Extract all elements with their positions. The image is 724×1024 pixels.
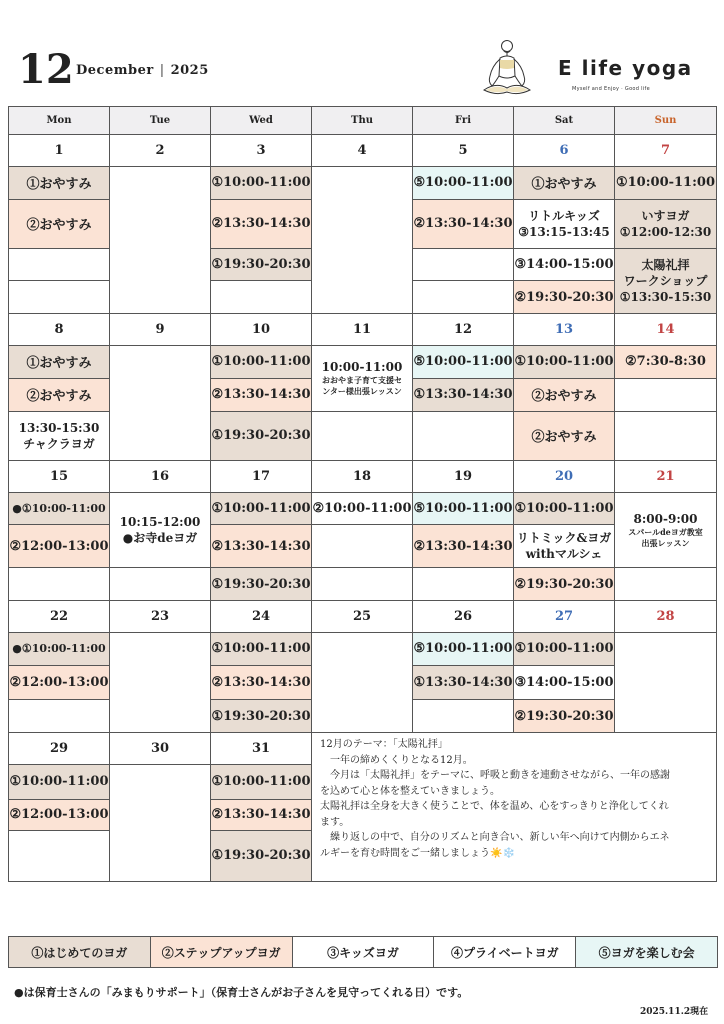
theme-title: 12月のテーマ：「太陽礼拝」: [320, 739, 448, 751]
theme-line: 繰り返しの中で、自分のリズムと向き合い、新しい年へ向けて内側からエネ: [320, 832, 670, 844]
date-cell: 18: [312, 460, 413, 492]
date-cell: 30: [110, 733, 211, 765]
lesson-slot-outreach: [312, 346, 413, 412]
empty-cell: [413, 411, 514, 460]
weekday-wed: Wed: [211, 107, 312, 135]
empty-cell: [615, 568, 717, 601]
calendar-grid: [8, 106, 717, 882]
lesson-slot: ①13:30-14:30: [413, 665, 514, 700]
lesson-slot: ②13:30-14:30: [413, 199, 514, 248]
empty-cell: [312, 525, 413, 568]
event-note: ンター様出張レッスン: [322, 386, 402, 397]
date-cell: 12: [413, 314, 514, 346]
date-cell: 29: [9, 733, 110, 765]
lesson-slot: ⑤10:00-11:00: [413, 632, 514, 665]
date-cell: 24: [211, 601, 312, 633]
lesson-slot: ●①10:00-11:00: [9, 492, 110, 525]
date-cell: 22: [9, 601, 110, 633]
lesson-slot: ①19:30-20:30: [211, 700, 312, 733]
page-header: [0, 0, 724, 104]
lesson-slot: ①13:30-14:30: [413, 378, 514, 411]
empty-cell: [312, 166, 413, 314]
event-name: チャクラヨガ: [23, 436, 95, 451]
date-cell: 3: [211, 135, 312, 167]
date-cell: 23: [110, 601, 211, 633]
empty-cell: [312, 568, 413, 601]
date-cell: 7: [615, 135, 717, 167]
lesson-slot: ①10:00-11:00: [514, 346, 615, 379]
lesson-slot: ①10:00-11:00: [211, 166, 312, 199]
legend-item-enjoy: ⑤ヨガを楽しむ会: [576, 937, 717, 967]
theme-line: 太陽礼拝は全身を大きく使うことで、体を温め、心をすっきりと浄化してくれ: [320, 801, 669, 813]
empty-cell: [9, 568, 110, 601]
event-name: ワークショップ: [623, 273, 708, 288]
legend-item-private: ④プライベートヨガ: [434, 937, 576, 967]
date-cell: 5: [413, 135, 514, 167]
event-name: いすヨガ: [641, 208, 690, 223]
lesson-slot: ①おやすみ: [9, 346, 110, 379]
empty-cell: [9, 248, 110, 281]
lesson-slot: ②12:00-13:00: [9, 799, 110, 830]
event-time: 10:15-12:00: [119, 514, 201, 529]
lesson-slot-outreach: [615, 492, 717, 568]
event-time: ①12:00-12:30: [619, 224, 712, 239]
date-cell: 1: [9, 135, 110, 167]
lesson-slot: ②13:30-14:30: [211, 378, 312, 411]
empty-cell: [211, 281, 312, 314]
lesson-slot: ②19:30-20:30: [514, 568, 615, 601]
empty-cell: [413, 700, 514, 733]
lesson-slot-workshop: [615, 248, 717, 314]
date-cell: 15: [9, 460, 110, 492]
empty-cell: [110, 764, 211, 881]
empty-cell: [110, 346, 211, 461]
event-time: ①13:30-15:30: [619, 289, 712, 304]
lesson-slot: ①10:00-11:00: [211, 492, 312, 525]
lesson-slot-kids: [514, 199, 615, 248]
theme-line: 一年の締めくくりとなる12月。: [320, 754, 473, 766]
lesson-slot: ①10:00-11:00: [211, 764, 312, 799]
empty-cell: [413, 281, 514, 314]
lesson-slot: ②10:00-11:00: [312, 492, 413, 525]
date-cell: 2: [110, 135, 211, 167]
date-cell: 21: [615, 460, 717, 492]
lesson-slot: ②19:30-20:30: [514, 700, 615, 733]
legend-item-beginner: ①はじめてのヨガ: [9, 937, 151, 967]
event-name: withマルシェ: [525, 547, 603, 562]
empty-cell: [615, 378, 717, 411]
empty-cell: [312, 411, 413, 460]
empty-cell: [110, 568, 211, 601]
lesson-slot: ②おやすみ: [9, 199, 110, 248]
lesson-slot: ①おやすみ: [9, 166, 110, 199]
event-time: 8:00-9:00: [633, 511, 698, 526]
month-year: [76, 63, 209, 78]
brand-name: E life yoga: [558, 56, 693, 80]
date-cell: 11: [312, 314, 413, 346]
monthly-theme: [312, 733, 717, 882]
brand-tagline: Myself and Enjoy · Good life: [572, 86, 650, 92]
lesson-slot: ①おやすみ: [514, 166, 615, 199]
lesson-slot: ②おやすみ: [514, 411, 615, 460]
date-cell: 25: [312, 601, 413, 633]
lesson-slot-chakra: [9, 411, 110, 460]
lesson-slot: ②19:30-20:30: [514, 281, 615, 314]
lesson-slot: ①10:00-11:00: [211, 632, 312, 665]
month-number: 12: [18, 46, 74, 93]
lesson-slot: ②おやすみ: [514, 378, 615, 411]
event-name: 太陽礼拝: [641, 257, 690, 272]
lesson-slot: ②7:30-8:30: [615, 346, 717, 379]
lesson-slot: ⑤10:00-11:00: [413, 166, 514, 199]
lesson-slot: ②12:00-13:00: [9, 525, 110, 568]
date-cell: 27: [514, 601, 615, 633]
empty-cell: [9, 281, 110, 314]
lesson-slot: ①19:30-20:30: [211, 411, 312, 460]
date-cell: 14: [615, 314, 717, 346]
lesson-slot: ②13:30-14:30: [211, 525, 312, 568]
legend-item-stepup: ②ステップアップヨガ: [151, 937, 293, 967]
lesson-slot: ①19:30-20:30: [211, 248, 312, 281]
date-cell: 20: [514, 460, 615, 492]
event-name: ●お寺deヨガ: [122, 530, 198, 545]
lesson-slot: ③14:00-15:00: [514, 665, 615, 700]
event-note: 出張レッスン: [641, 537, 690, 548]
lesson-slot: ①10:00-11:00: [514, 632, 615, 665]
date-cell: 17: [211, 460, 312, 492]
lesson-slot: ②13:30-14:30: [211, 199, 312, 248]
event-note: スパールdeヨガ教室: [628, 526, 703, 537]
lesson-slot: ②13:30-14:30: [211, 799, 312, 830]
lesson-slot: ①10:00-11:00: [211, 346, 312, 379]
lesson-slot: ①10:00-11:00: [9, 764, 110, 799]
event-time: 13:30-15:30: [18, 420, 100, 435]
lesson-slot: ⑤10:00-11:00: [413, 492, 514, 525]
date-cell: 8: [9, 314, 110, 346]
childcare-footnote: ●は保育士さんの「みまもりサポート」（保育士さんがお子さんを見守ってくれる日）です。: [14, 986, 469, 999]
month-name: December: [76, 63, 154, 78]
event-name: リトミック&ヨガ: [516, 531, 612, 546]
lesson-slot: ②13:30-14:30: [211, 665, 312, 700]
date-cell: 28: [615, 601, 717, 633]
empty-cell: [615, 632, 717, 732]
weekday-sat: Sat: [514, 107, 615, 135]
lesson-slot-marche: [514, 525, 615, 568]
theme-line: ます。: [320, 816, 350, 828]
lesson-slot: ⑤10:00-11:00: [413, 346, 514, 379]
weekday-mon: Mon: [9, 107, 110, 135]
empty-cell: [312, 632, 413, 732]
lesson-slot: ①19:30-20:30: [211, 830, 312, 881]
as-of-date: 2025.11.2現在: [640, 1007, 709, 1017]
yoga-figure-logo-icon: [474, 36, 540, 104]
lesson-slot: ②13:30-14:30: [413, 525, 514, 568]
lesson-slot: ②12:00-13:00: [9, 665, 110, 700]
date-cell: 19: [413, 460, 514, 492]
separator: |: [159, 63, 165, 78]
lesson-slot: ●①10:00-11:00: [9, 632, 110, 665]
theme-line: ルギーを育む時間をご一緒しましょう☀️❄️: [320, 847, 515, 859]
lesson-slot: ①10:00-11:00: [615, 166, 717, 199]
empty-cell: [9, 700, 110, 733]
weekday-tue: Tue: [110, 107, 211, 135]
date-cell: 31: [211, 733, 312, 765]
class-legend: [8, 936, 718, 968]
date-cell: 10: [211, 314, 312, 346]
event-note: おおやま子育て支援セ: [322, 375, 402, 386]
empty-cell: [110, 166, 211, 314]
date-cell: 26: [413, 601, 514, 633]
theme-line: 今月は「太陽礼拝」をテーマに、呼吸と動きを連動させながら、一年の感謝: [320, 770, 670, 782]
weekday-fri: Fri: [413, 107, 514, 135]
year: 2025: [170, 63, 209, 78]
date-cell: 16: [110, 460, 211, 492]
lesson-slot: ①10:00-11:00: [514, 492, 615, 525]
empty-cell: [413, 248, 514, 281]
legend-item-kids: ③キッズヨガ: [293, 937, 435, 967]
lesson-slot: ③14:00-15:00: [514, 248, 615, 281]
event-time: ③13:15-13:45: [518, 224, 610, 239]
theme-line: を込めて心と体を整えていきましょう。: [320, 785, 500, 797]
empty-cell: [110, 632, 211, 732]
date-cell: 6: [514, 135, 615, 167]
lesson-slot-chair-yoga: [615, 199, 717, 248]
date-cell: 9: [110, 314, 211, 346]
empty-cell: [615, 411, 717, 460]
date-cell: 4: [312, 135, 413, 167]
empty-cell: [9, 830, 110, 881]
event-time: 10:00-11:00: [321, 360, 403, 375]
weekday-sun: Sun: [615, 107, 717, 135]
lesson-slot: ①19:30-20:30: [211, 568, 312, 601]
weekday-thu: Thu: [312, 107, 413, 135]
date-cell: 13: [514, 314, 615, 346]
lesson-slot-temple: [110, 492, 211, 568]
empty-cell: [413, 568, 514, 601]
lesson-slot: ②おやすみ: [9, 378, 110, 411]
event-name: リトルキッズ: [528, 208, 600, 223]
